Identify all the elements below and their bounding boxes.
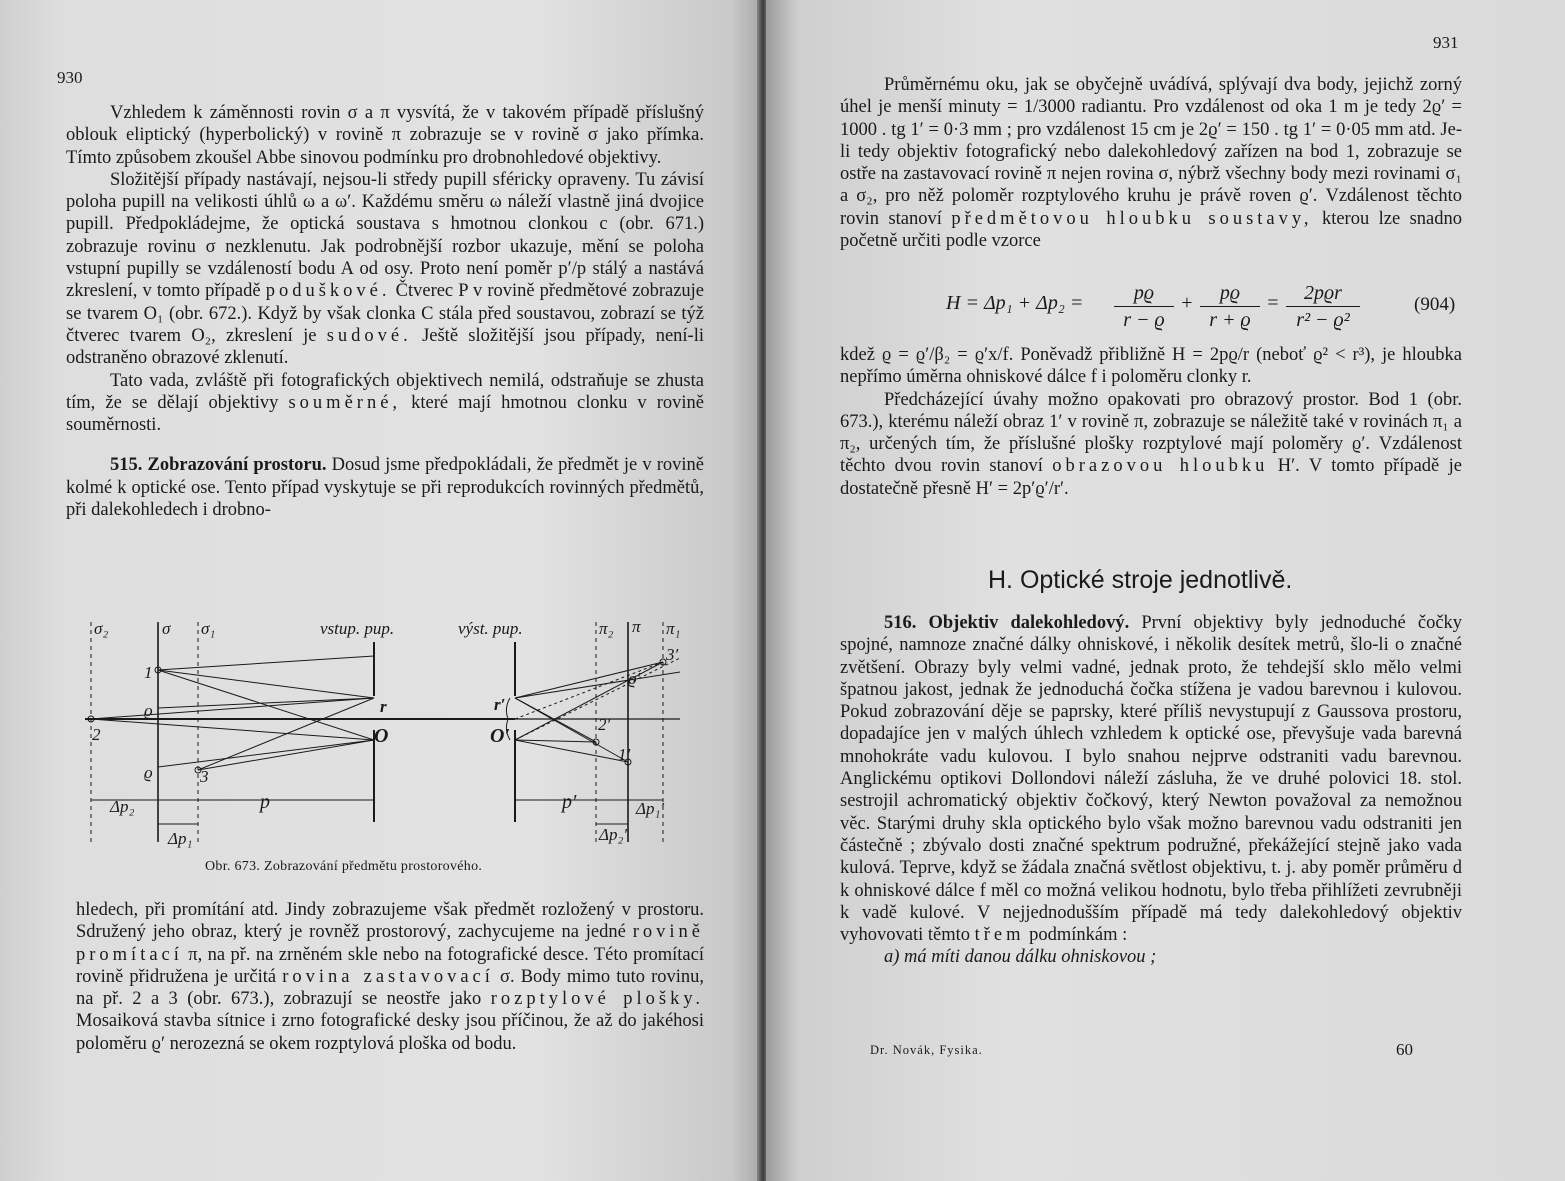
label-dp2: Δp₂ bbox=[110, 797, 135, 816]
label-2-prime: 2′ bbox=[598, 715, 611, 734]
ray bbox=[158, 656, 374, 670]
page-number-left: 930 bbox=[57, 68, 83, 87]
label-p: p bbox=[260, 791, 270, 813]
label-rho-prime: ϱ′ bbox=[628, 669, 641, 688]
label-O-prime: O′ bbox=[490, 725, 511, 747]
equation-904-fraction-3: 2pϱr r² − ϱ² bbox=[1286, 280, 1360, 333]
label-dp2-prime: Δp₂′ bbox=[599, 825, 628, 844]
paragraph: kdež ϱ = ϱ′/β₂ = ϱ′x/f. Poněvadž přibližně H = 2pϱ/r (neboť ϱ² < r³), je hloubka nepřímo úměrna ohniskové dálce f i poloměru clonky r. bbox=[840, 345, 1462, 388]
label-p-prime: p′ bbox=[562, 791, 577, 813]
footer-author: Dr. Novák, Fysika. bbox=[870, 1043, 983, 1057]
right-text-bottom bbox=[840, 612, 1462, 969]
label-entry-pupil: vstup. pup. bbox=[320, 619, 395, 638]
signature-mark: 60 bbox=[1396, 1040, 1413, 1059]
ray bbox=[198, 740, 374, 770]
figure-673 bbox=[80, 612, 700, 852]
section-515: 515. Zobrazování prostoru. Dosud jsme předpokládali, že předmět je v rovině kolmé k optické ose. Tento případ vyskytuje se při reprodukcích rovinných předmětů, při dalekohledech i drobno- bbox=[66, 455, 704, 521]
label-sigma: σ bbox=[162, 619, 171, 638]
ray bbox=[515, 662, 663, 740]
equation-number: (904) bbox=[1414, 294, 1456, 315]
ray bbox=[158, 740, 374, 767]
label-r: r bbox=[380, 697, 387, 716]
ray bbox=[515, 740, 628, 762]
ray bbox=[158, 670, 374, 740]
ray bbox=[515, 672, 680, 698]
label-pi2: π₂ bbox=[599, 619, 614, 638]
label-3-prime: 3′ bbox=[666, 645, 679, 664]
paragraph: Předcházející úvahy možno opakovati pro obrazový prostor. Bod 1 (obr. 673.), kterému náleží obraz 1′ v rovině π, zobrazuje se náležitě také v rovinách π₁ a π₂, určených tím, že příslušné plošky rozptylové mají poloměry ϱ′. Vzdálenost těchto dvou rovin stanoví obrazovou hloubku H′. V tomto případě je dostatečně přesně H′ = 2p′ϱ′/r′. bbox=[840, 389, 1463, 499]
label-2: 2 bbox=[92, 725, 101, 744]
ray bbox=[91, 719, 374, 740]
label-1-prime: 1′ bbox=[618, 745, 631, 764]
equation-904-fraction-2: pϱ r + ϱ bbox=[1200, 280, 1260, 333]
label-sigma2: σ₂ bbox=[94, 619, 109, 638]
right-page bbox=[766, 0, 1565, 1181]
label-dp1: Δp₁ bbox=[168, 829, 193, 848]
left-text-bottom bbox=[76, 899, 704, 1055]
ray bbox=[515, 662, 663, 698]
paragraph: Vzhledem k záměnnosti rovin σ a π vysvítá, že v takovém případě příslušný oblouk eliptický (hyperbolický) v rovině π zobrazuje se v rovině σ jako přímka. Tímto způsobem zkoušel Abbe sinovou podmínku pro drobnohledové objektivy. bbox=[66, 103, 704, 168]
paragraph: Tato vada, zvláště při fotografických objektivech nemilá, odstraňuje se zhusta tím, že se dělají objektivy souměrné, které mají hmotnou clonku v rovině souměrnosti. bbox=[66, 370, 704, 436]
ray bbox=[515, 698, 628, 762]
label-3: 3 bbox=[200, 767, 209, 786]
left-page bbox=[0, 0, 762, 1181]
chapter-title: H. Optické stroje jednotlivě. bbox=[988, 566, 1293, 594]
label-rho-lower: ϱ bbox=[144, 763, 153, 782]
paragraph: Průměrnému oku, jak se obyčejně uvádívá, splývají dva body, jejichž zorný úhel je menší minuty = 1/3000 radiantu. Pro vzdálenost od oka 1 m je tedy 2ϱ′ = 1000 . tg 1′ = 0·3 mm ; pro vzdálenost 15 cm je 2ϱ′ = 150 . tg 1′ = 0·05 mm atd. Je-li tedy objektiv fotografický nebo dalekohledový zařízen na bod 1, zobrazuje se ostře na zastavovací rovině π nejen rovina σ, nýbrž všechny body mezi rovinami σ₁ a σ₂, pro něž poloměr rozptylového kruhu je právě roven ϱ′. Vzdálenost těchto rovin stanoví předmětovou hloubku soustavy, kterou lze snadno početně určiti podle vzorce bbox=[840, 75, 1462, 252]
right-text-top bbox=[840, 74, 1462, 252]
right-text-middle bbox=[840, 344, 1462, 500]
label-dp1-prime: Δp₁′ bbox=[636, 799, 665, 818]
equation-904-fraction-1: pϱ r − ϱ bbox=[1114, 280, 1174, 333]
label-1: 1 bbox=[144, 663, 153, 682]
figure-caption: Obr. 673. Zobrazování předmětu prostorového. bbox=[205, 859, 483, 874]
equation-904-lhs: H = Δp₁ + Δp₂ = bbox=[946, 292, 1084, 314]
left-text-top bbox=[66, 102, 704, 521]
label-pi1: π₁ bbox=[666, 619, 681, 638]
equation-904-plus: + bbox=[1180, 292, 1194, 314]
section-516: 516. Objektiv dalekohledový. První objektivy byly jednoduché čočky spojné, namnoze značné dálky ohniskové, i několik desítek metrů, šlo-li o značné zvětšení. Obrazy byly velmi vadné, jednak proto, že tehdejší sklo mělo velmi špatnou jakost, jednak že jednoduchá čočka stížena je vadou barevnou i kulovou. Pokud zobrazování děje se paprsky, které příliš nevystupují z Gaussova prostoru, dopadajíce jen v malých úhlech vzhledem k optické ose, převyšuje vada barevná mnohokráte vadu kulovou. I bylo snahou nejprve odstraniti vadu barevnou. Anglickému optikovi Dollondovi náleží zásluha, že ve druhé polovici 18. stol. sestrojil achromatický objektiv čočkový, který Newton považoval za nemožnou věc. Starými druhy skla optického bylo však možno barevnou vadu odstraniti jen částečně ; zbývalo dosti značné spektrum podružné, překážející stejně jako vada kulová. Teprve, když se žádala značná světlost objektivu, t. j. aby poměr průměru d k ohniskové dálce f měl co možná velikou hodnotu, bylo třeba přihlížeti zevrubněji k vadě kulové. V nejjednodušším případě má tedy dalekohledový objektiv vyhovovati těmto třem podmínkám : bbox=[840, 613, 1463, 946]
label-sigma1: σ₁ bbox=[201, 619, 216, 638]
paragraph: hledech, při promítání atd. Jindy zobrazujeme však předmět rozložený v prostoru. Sdružený jeho obraz, který je rovněž prostorový, zachycujeme na jedné rovině promítací π, na př. na zrněném skle nebo na fotografické desce. Této promítací rovině přidružena je určitá rovina zastavovací σ. Body mimo tuto rovinu, na př. 2 a 3 (obr. 673.), zobrazují se neostře jako rozptylové plošky. Mosaiková stavba sítnice i zrno fotografické desky jsou příčinou, že až do jakéhosi poloměru ϱ′ nerozezná se okem rozptylová ploška od bodu. bbox=[76, 900, 705, 1054]
label-r-prime: r′ bbox=[494, 695, 506, 714]
ray bbox=[158, 670, 374, 698]
equation-904-equals: = bbox=[1266, 292, 1280, 314]
label-O: O bbox=[374, 725, 389, 747]
ray bbox=[515, 740, 596, 742]
page-number-right: 931 bbox=[1433, 33, 1459, 52]
paragraph: Složitější případy nastávají, nejsou-li středy pupill sféricky opraveny. Tu závisí poloha pupill na velikosti úhlů ω a ω′. Každému směru ω náleží vlastně jiná dvojice pupill. Předpokládejme, že optická soustava s hmotnou clonkou c (obr. 671.) zobrazuje rovinu σ nezklenutu. Jak podrobnější rozbor ukazuje, mění se poloha vstupní pupilly se vzdáleností bodu A od osy. Proto není poměr p′/p stálý a nastává zkreslení, v tomto případě poduškové. Čtverec P v rovině předmětové zobrazuje se tvarem O₁ (obr. 672.). Když by však clonka C stála před soustavou, zobrazí se týž čtverec tvarem O₂, zkreslení je sudové. Ještě složitější jsou případy, není-li odstraněno obrazové zklenutí. bbox=[66, 169, 705, 369]
label-pi: π bbox=[632, 617, 641, 636]
list-item-a: a) má míti danou dálku ohniskovou ; bbox=[884, 947, 1157, 968]
label-exit-pupil: výst. pup. bbox=[458, 619, 523, 638]
label-rho: ϱ bbox=[144, 701, 153, 720]
